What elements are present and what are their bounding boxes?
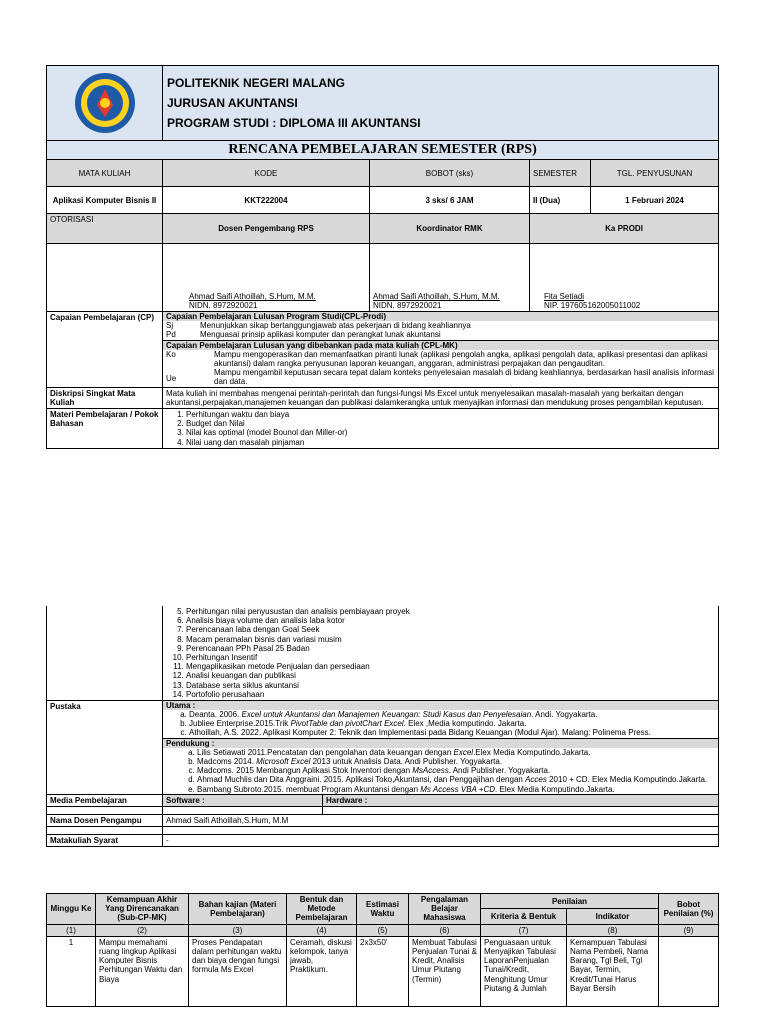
reference-publisher: . Elex ,Media komputindo. Jakarta. [403,719,527,729]
list-item: 13. Database serta siklus akuntansi [186,681,715,690]
th-penilaian: Penilaian [481,894,659,909]
reference-title: MsAccess [412,766,449,776]
cell-estimasi: 2x3x50' [357,936,409,1006]
reference-item [189,728,718,737]
col-number: (7) [481,924,567,936]
deskripsi-text: Mata kuliah ini membahas mengenai perintah-perintah dan fungsi-fungsi Ms Excel untuk menyelesaikan masalah-masalah yang berkaitan dengan akuntansi,perpajakan,manajemen keuangan dan publikasi dalamkerangka untuk menyajikan informasi dan mendukung proses pengambilan keputusan. [163,387,719,408]
rps-header-table [46,65,719,449]
col-number: (5) [357,924,409,936]
reference-publisher: . Andi Publisher. Yogyakarta. [448,766,551,776]
cpl-text-pd: Menguasai prinsip aplikasi komputer dan perangkat lunak akuntansi [200,330,441,340]
reference-item [197,775,718,784]
list-item: 14. Portofolio perusahaan [186,690,715,699]
dosen-signature-name: Ahmad Saifi Athoillah, S.Hum, M.M. [189,291,316,301]
list-item: 1. Perhitungan waktu dan biaya [186,410,715,419]
kaprodi-signature-name: Fita Setiadi [544,291,585,301]
koordinator-label: Koordinator RMK [370,214,530,244]
reference-text: Athoillah, A.S. 2022. Aplikasi Komputer 2: Teknik dan Implementasi pada Bidang Keuangan (Modul Ajar). Malang: Polinema Press. [189,728,651,738]
pustaka-label: Pustaka [47,700,163,794]
cpl-code-ko: Ko [166,349,176,359]
col-number: (2) [96,924,189,936]
cpl-code-pd: Pd [166,330,176,340]
kaprodi-label: Ka PRODI [530,214,719,244]
list-item: 12. Analisi keuangan dan publikasi [186,671,715,680]
list-item: 11. Mengaplikasikan metode Penjualan dan persediaan [186,662,715,671]
reference-text: Lilis Setiawati 2011.Pencatatan dan pengolahan data keuangan dengan [197,747,454,757]
th-pengalaman: Pengalaman Belajar Mahasiswa [409,894,481,925]
kaprodi-nip: NIP. 197605162005011002 [544,300,641,310]
cell-bobot [659,936,719,1006]
dosen-pengembang-label: Dosen Pengembang RPS [163,214,370,244]
course-tgl: 1 Februari 2024 [591,187,719,214]
reference-text: Madcoms. 2015 Membangun Aplikasi Stok Inventori dengan [197,766,413,776]
th-estimasi: Estimasi Waktu [357,894,409,925]
pustaka-pendukung-list [163,748,718,794]
th-kriteria: Kriteria & Bentuk [481,909,567,924]
software-label: Software : [163,794,323,806]
reference-title: Microsoft Excel [256,757,311,766]
weekly-plan-table [46,893,719,1007]
dosen-pengampu-value: Ahmad Saifi Athoillah,S.Hum, M.M [163,814,719,826]
reference-text: Madcoms 2014. [197,757,257,766]
reference-title: Ms Access VBA +CD [420,784,496,794]
list-item: 8. Macam peramalan bisnis dan variasi musim [186,635,715,644]
course-name: Aplikasi Komputer Bisnis II [47,187,163,214]
page-title: RENCANA PEMBELAJARAN SEMESTER (RPS) [47,141,719,160]
otorisasi-label: OTORISASI [47,214,163,244]
col-number: (4) [287,924,357,936]
cpl-mk-title: Capaian Pembelajaran Lulusan yang dibebankan pada mata kuliah (CPL-MK) [163,340,718,350]
th-kemampuan: Kemampuan Akhir Yang Direncanakan (Sub-CP-MK) [96,894,189,925]
cell-minggu: 1 [47,936,96,1006]
pustaka-utama-list [163,710,718,738]
table-row [47,936,719,1006]
th-bentuk: Bentuk dan Metode Pembelajaran [287,894,357,925]
cpl-code-sj: Sj [166,321,174,331]
cell-indikator: Kemampuan Tabulasi Nama Pembeli, Nama Barang, Tgl Beli, Tgl Bayar, Termin, Kredit/Tunai Harus Bayar Bersih [567,936,659,1006]
list-item: 7. Perencanaan laba dengan Goal Seek [186,625,715,634]
list-item: 3. Nilai kas optimal (model Bounol dan Miller-or) [186,428,715,437]
reference-publisher: 2010 + CD. Elex Media Komputindo.Jakarta. [546,775,708,785]
deskripsi-label: Diskripsi Singkat Mata Kuliah [47,387,163,408]
materi-list-continued [166,607,715,699]
reference-item [197,766,718,775]
pustaka-pendukung-label: Pendukung : [163,738,718,748]
col-number: (3) [189,924,287,936]
cell-kemampuan: Mampu memahami ruang lingkup Aplikasi Komputer Bisnis Perhitungan Waktu dan Biaya [96,936,189,1006]
syarat-value: - [163,835,719,847]
list-item: 2. Budget dan Nilai [186,419,715,428]
hardware-label: Hardware : [323,794,719,806]
reference-item [197,785,718,794]
reference-title: PivotTable dan pivotChart Excel [290,719,404,729]
list-item: 5. Perhitungan nilai penyusustan dan analisis pembiayaan proyek [186,607,715,616]
program-name: PROGRAM STUDI : DIPLOMA III AKUNTANSI [167,116,421,130]
dosen-pengampu-label: Nama Dosen Pengampu [47,814,163,826]
col-kode: KODE [163,160,370,187]
koordinator-signature-name: Ahmad Saifi Athoillah, S.Hum, M.M. [373,291,500,301]
col-tgl: TGL. PENYUSUNAN [591,160,719,187]
cell-bentuk: Ceramah, diskusi kelompok, tanya jawab, Praktikum. [287,936,357,1006]
department-name: JURUSAN AKUNTANSI [167,96,298,110]
cp-label: Capaian Pembelajaran (CP) [47,312,163,388]
col-number: (9) [659,924,719,936]
th-bahan: Bahan kajian (Materi Pembelajaran) [189,894,287,925]
cpl-text-sj: Menunjukkan sikap bertanggungjawab atas pekerjaan di bidang keahliannya [200,321,471,331]
list-item: 4. Nilai uang dan masalah pinjaman [186,438,715,447]
institution-name: POLITEKNIK NEGERI MALANG [167,76,346,90]
cpl-code-ue: Ue [166,374,177,384]
polinema-logo-icon [73,71,137,135]
rps-continuation-table [46,606,719,847]
materi-label: Materi Pembelajaran / Pokok Bahasan [47,408,163,448]
col-number: (8) [567,924,659,936]
cell-pengalaman: Membuat Tabulasi Penjualan Tunai & Kredit, Analisis Umur Piutang (Termin) [409,936,481,1006]
dosen-nidn: NIDN. 8972920021 [189,300,258,310]
reference-publisher: .Elex Media Komputindo.Jakarta. [473,747,591,757]
logo-cell [47,66,163,141]
list-item: 10. Perhitungan Insentif [186,653,715,662]
list-item: 6. Analisis biaya volume dan analisis laba kotor [186,616,715,625]
media-label: Media Pembelajaran [47,794,163,806]
cpl-text-ko: Mampu mengoperasikan dan memanfaatkan piranti lunak (aplikasi pengolah angka, aplikasi pengolah data, aplikasi presentasi dan aplikasi akuntansi) dalam rangka penyusunan laporan keuangan, anggaran, administrasi perpajakan dan pengauditan. [214,349,708,369]
th-minggu: Minggu Ke [47,894,96,925]
col-number: (6) [409,924,481,936]
col-mata-kuliah: MATA KULIAH [47,160,163,187]
reference-item [189,719,718,728]
reference-publisher: . Elex Media Komputindo.Jakarta. [495,784,615,794]
materi-list [166,410,715,447]
course-bobot: 3 sks/ 6 JAM [370,187,530,214]
th-indikator: Indikator [567,909,659,924]
reference-text: Jubliee Enterprise.2015.Trik [189,719,291,729]
th-bobot: Bobot Penilaian (%) [659,894,719,925]
reference-publisher: . Andi. Yogyakarta. [531,710,598,720]
cpl-prodi-title: Capaian Pembelajaran Lulusan Program Studi(CPL-Prodi) [163,312,718,321]
cell-bahan: Proses Pendapatan dalam perhitungan waktu dan biaya dengan fungsi formula Ms Excel [189,936,287,1006]
reference-text: Deanta. 2006. [189,710,242,720]
pustaka-utama-label: Utama : [163,701,718,710]
reference-text: Bambang Subroto.2015. membuat Program Akuntansi dengan [197,784,421,794]
reference-text: Ahmad Muchlis dan Dita Anggraini. 2015. Aplikasi Toko,Akuntansi, dan Penggajihan dengan [197,775,526,785]
col-bobot: BOBOT (sks) [370,160,530,187]
reference-title: Excel [453,747,474,757]
reference-title: Acces [525,775,547,785]
col-number: (1) [47,924,96,936]
syarat-label: Matakuliah Syarat [47,835,163,847]
reference-item [197,748,718,757]
reference-item [197,757,718,766]
list-item: 9. Perencanaan PPh Pasal 25 Badan [186,644,715,653]
koordinator-nidn: NIDN. 8972920021 [373,300,442,310]
reference-item [189,710,718,719]
course-semester: II (Dua) [530,187,591,214]
reference-title: Excel untuk Akuntansi dan Manajemen Keuangan: Studi Kasus dan Penyelesaian [241,710,532,720]
reference-publisher: 2013 untuk Analisis Data. Andi Publisher. Yogyakarta. [310,757,503,766]
cpl-text-ue: Mampu mengambil keputusan secara tepat dalam konteks penyelesaian masalah di bidang keahliannya, berdasarkan hasil analisis informasi dan data. [214,368,714,387]
col-semester: SEMESTER [530,160,591,187]
cell-kriteria: Penguasaan untuk Menyajikan Tabulasi LaporanPenjualan Tunai/Kredit, Menghitung Umur Piutang & Jumlah [481,936,567,1006]
course-kode: KKT222004 [163,187,370,214]
